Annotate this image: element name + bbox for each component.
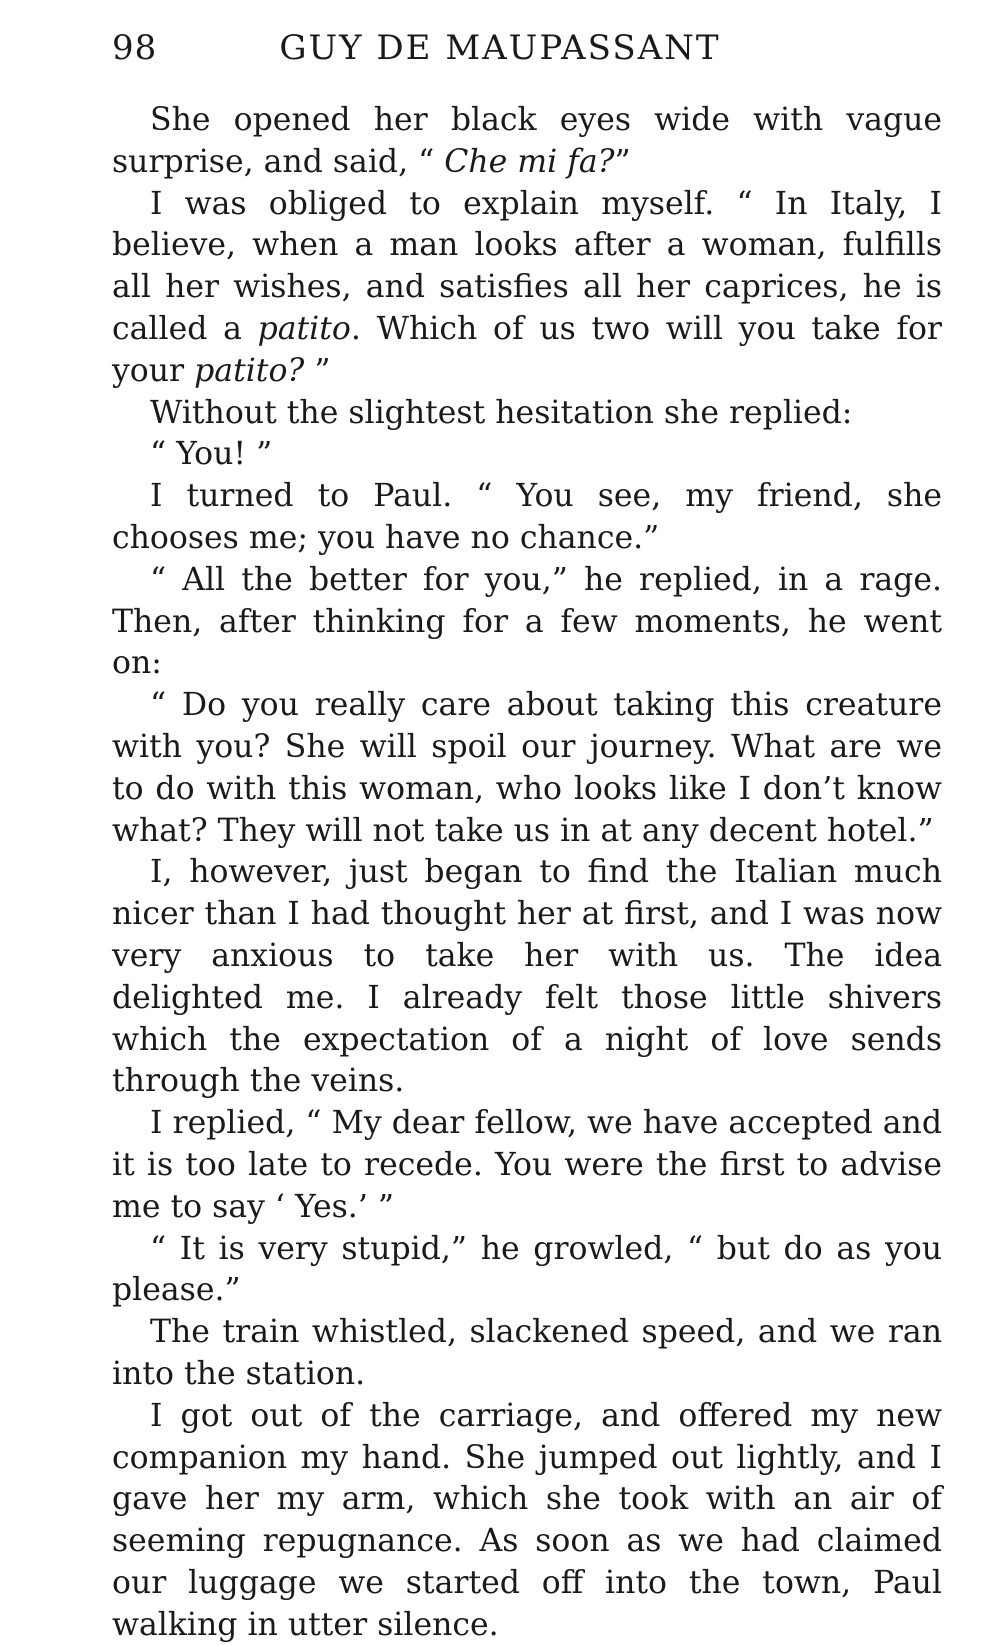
paragraph: “ You! ” — [150, 436, 273, 473]
text-run: She opened her black eyes wide with vague surprise, and said, “ — [112, 102, 942, 180]
italic-word: patito? — [194, 352, 305, 389]
text-run: I was obliged to explain myself. “ In Italy, I believe, when a man looks after a woman, fulfills all her wishes, and satisfies all her caprices, he is called a — [112, 185, 942, 347]
paragraph: Without the slightest hesitation she replied: — [150, 394, 853, 431]
paragraph: I turned to Paul. “ You see, my friend, she chooses me; you have no chance.” — [112, 478, 942, 556]
page-number: 98 — [112, 28, 158, 68]
text-run: ” — [614, 143, 631, 180]
paragraph: “ All the better for you,” he replied, in a rage. Then, after thinking for a few moments, he went on: — [112, 561, 942, 682]
paragraph — [112, 184, 942, 393]
italic-phrase: Che mi fa? — [444, 143, 615, 180]
paragraph: I, however, just began to find the Italian much nicer than I had thought her at first, and I was now very anxious to take her with us. The idea delighted me. I already felt those little shivers which the expectation of a night of love sends through the veins. — [112, 854, 942, 1100]
italic-word: patito — [257, 310, 351, 347]
paragraph — [112, 100, 942, 184]
book-text — [112, 100, 942, 1646]
paragraph: “ It is very stupid,” he growled, “ but do as you please.” — [112, 1230, 942, 1309]
text-run: . Which of us two will you take for your — [112, 310, 942, 389]
paragraph: The train whistled, slackened speed, and we ran into the station. — [112, 1314, 942, 1392]
paragraph: I replied, “ My dear fellow, we have accepted and it is too late to recede. You were the first to advise me to say ‘ Yes.’ ” — [112, 1105, 942, 1225]
paragraph: I got out of the carriage, and offered my new companion my hand. She jumped out lightly, and I gave her my arm, which she took with an air of seeming repugnance. As soon as we had claimed our luggage we started off into the town, Paul walking in utter silence. — [112, 1397, 942, 1643]
running-head: GUY DE MAUPASSANT — [279, 28, 721, 68]
paragraph: “ Do you really care about taking this creature with you? She will spoil our journey. What are we to do with this woman, who looks like I don’t know what? They will not take us in at any decent hotel.” — [112, 687, 942, 849]
text-run: ” — [304, 352, 331, 389]
